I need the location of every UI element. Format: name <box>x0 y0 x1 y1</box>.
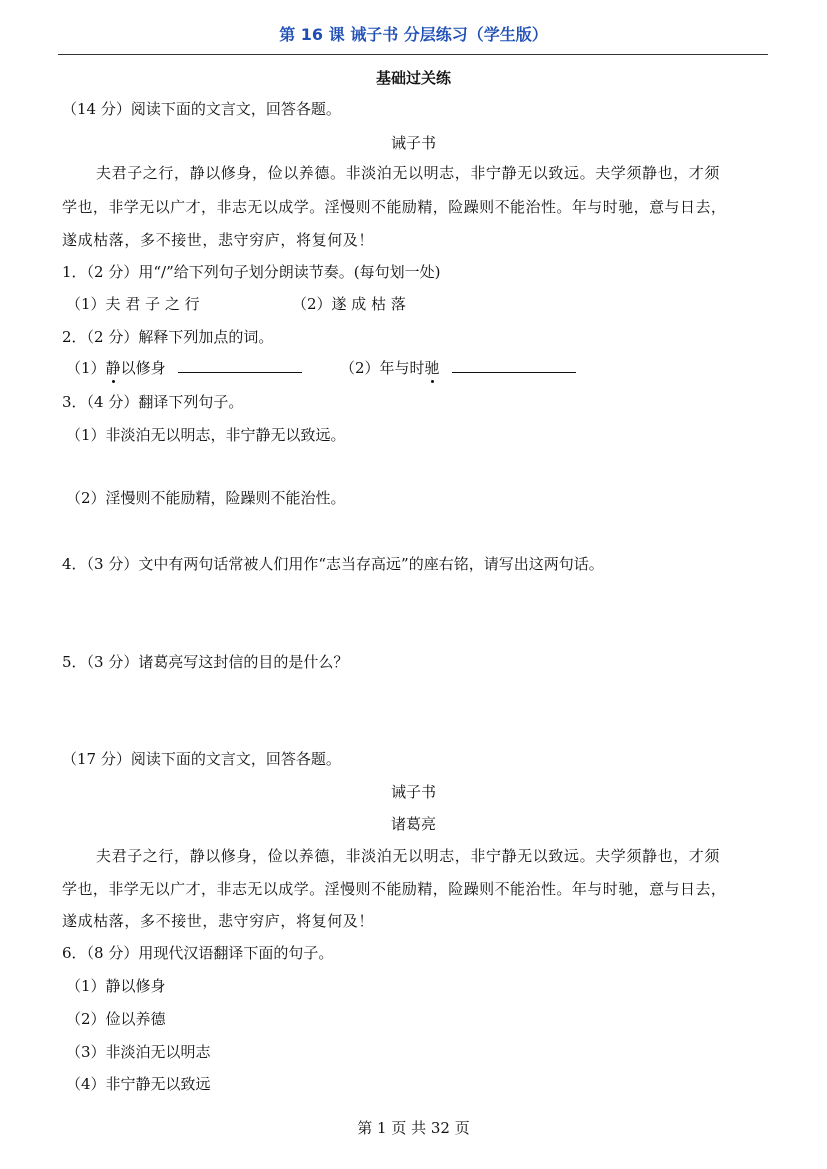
question-3-prompt: 3．（4 分）翻译下列句子。 <box>62 393 244 411</box>
passage2-line3: 遂成枯落，多不接世，悲守穷庐，将复何及！ <box>62 912 375 930</box>
question-2-b-label: （2）年与时 <box>340 359 425 377</box>
passage1-line3: 遂成枯落，多不接世，悲守穷庐，将复何及！ <box>62 231 375 249</box>
page-number: 第 1 页 共 32 页 <box>357 1119 470 1137</box>
section-heading: 基础过关练 <box>375 69 451 87</box>
passage2-line2: 学也，非学无以广才，非志无以成学。淫慢则不能励精，险躁则不能治性。年与时驰，意与日去， <box>62 880 727 898</box>
question-1-prompt: 1．（2 分）用“/”给下列句子划分朗读节奏。(每句划一处) <box>62 263 441 281</box>
question-2-item-a <box>66 357 302 378</box>
question-3-item-b: （2）淫慢则不能励精，险躁则不能治性。 <box>66 489 346 507</box>
passage2-title: 诫子书 <box>390 783 436 801</box>
passage1-intro: （14 分）阅读下面的文言文，回答各题。 <box>62 100 341 118</box>
question-2-b-answer-blank[interactable] <box>452 358 576 373</box>
question-2-item-b <box>340 357 576 378</box>
header-divider <box>58 54 768 55</box>
passage1-line2: 学也，非学无以广才，非志无以成学。淫慢则不能励精，险躁则不能治性。年与时驰，意与日去， <box>62 198 727 216</box>
question-6-item-b: （2）俭以养德 <box>66 1010 166 1028</box>
passage2-intro: （17 分）阅读下面的文言文，回答各题。 <box>62 750 341 768</box>
question-6-item-d: （4）非宁静无以致远 <box>66 1075 211 1093</box>
question-6-item-c: （3）非淡泊无以明志 <box>66 1043 211 1061</box>
question-2-a-answer-blank[interactable] <box>178 358 302 373</box>
question-5-prompt: 5．（3 分）诸葛亮写这封信的目的是什么？ <box>62 653 349 671</box>
passage2-line1: 夫君子之行，静以修身，俭以养德，非淡泊无以明志，非宁静无以致远。夫学须静也，才须 <box>96 847 721 865</box>
question-1-item-a: （1）夫 君 子 之 行 <box>66 295 200 313</box>
question-2-prompt: 2．（2 分）解释下列加点的词。 <box>62 328 274 346</box>
page-header-title: 第 16 课 诫子书 分层练习（学生版） <box>279 25 548 44</box>
question-1-item-b: （2）遂 成 枯 落 <box>292 295 406 313</box>
passage1-title: 诫子书 <box>390 134 436 152</box>
question-2-a-label: （1） <box>66 359 106 377</box>
question-2-a-rest: 以修身 <box>120 359 166 377</box>
question-6-item-a: （1）静以修身 <box>66 977 166 995</box>
question-3-item-a: （1）非淡泊无以明志，非宁静无以致远。 <box>66 426 346 444</box>
question-6-prompt: 6．（8 分）用现代汉语翻译下面的句子。 <box>62 944 334 962</box>
question-2-b-dotted-word: 驰 <box>424 359 440 377</box>
passage1-line1: 夫君子之行，静以修身，俭以养德。非淡泊无以明志，非宁静无以致远。夫学须静也，才须 <box>96 164 721 182</box>
question-4-prompt: 4．（3 分）文中有两句话常被人们用作“志当存高远”的座右铭，请写出这两句话。 <box>62 555 604 573</box>
question-2-a-dotted-word: 静 <box>105 359 121 377</box>
passage2-author: 诸葛亮 <box>390 815 436 833</box>
